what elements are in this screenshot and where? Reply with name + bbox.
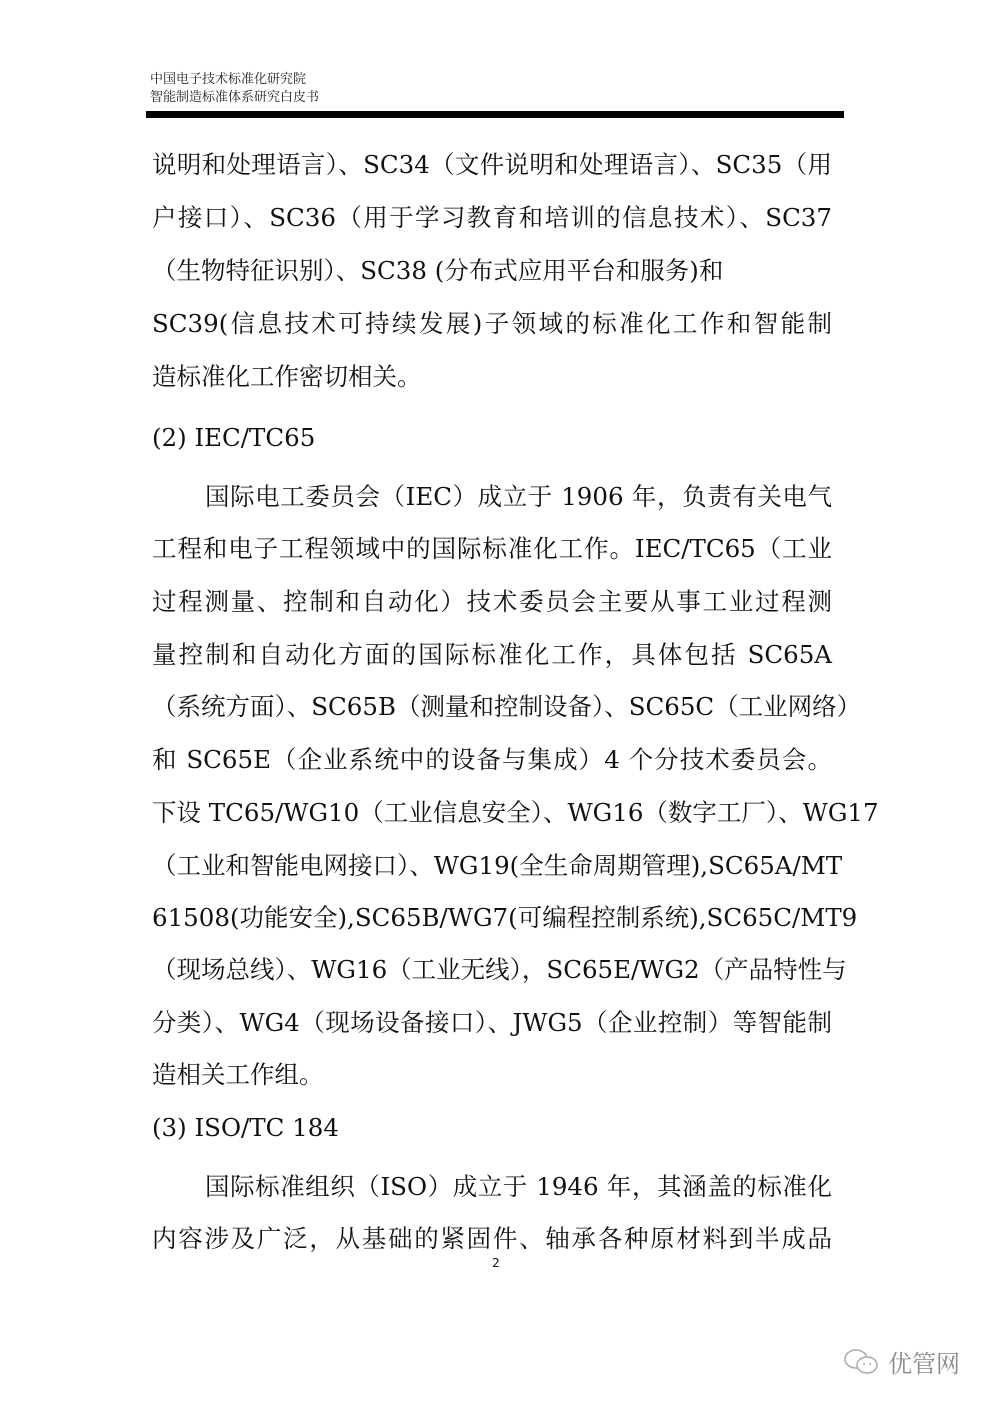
watermark	[842, 1344, 960, 1379]
text-line: 说明和处理语言）、SC34（文件说明和处理语言）、SC35（用	[152, 150, 832, 179]
text-line: 造相关工作组。	[152, 1060, 324, 1089]
section-heading: (2) IEC/TC65	[152, 423, 316, 452]
text-line: 过程测量、控制和自动化）技术委员会主要从事工业过程测	[152, 587, 832, 616]
section-heading: (3) ISO/TC 184	[152, 1113, 339, 1142]
text-line: 下设 TC65/WG10（工业信息安全）、WG16（数字工厂）、WG17	[152, 798, 879, 827]
header-organization: 中国电子技术标准化研究院	[150, 72, 307, 87]
text-line: （生物特征识别）、SC38 (分布式应用平台和服务)和	[152, 256, 724, 285]
text-line: 工程和电子工程领域中的国际标准化工作。IEC/TC65（工业	[152, 534, 832, 563]
header-divider	[146, 111, 844, 118]
text-line: 和 SC65E（企业系统中的设备与集成）4 个分技术委员会。	[152, 745, 832, 774]
text-line: SC39(信息技术可持续发展)子领域的标准化工作和智能制	[152, 309, 832, 338]
text-line: （工业和智能电网接口）、WG19(全生命周期管理),SC65A/MT	[152, 851, 843, 880]
text-line: 内容涉及广泛，从基础的紧固件、轴承各种原材料到半成品	[152, 1224, 832, 1253]
page-number: 2	[492, 1256, 500, 1270]
text-line: 造标准化工作密切相关。	[152, 362, 422, 391]
wechat-icon	[842, 1347, 882, 1377]
text-line: （系统方面）、SC65B（测量和控制设备）、SC65C（工业网络）	[152, 692, 862, 721]
text-line: 分类）、WG4（现场设备接口）、JWG5（企业控制）等智能制	[152, 1008, 832, 1037]
text-line: 61508(功能安全),SC65B/WG7(可编程控制系统),SC65C/MT9	[152, 903, 858, 932]
watermark-text: 优管网	[888, 1350, 960, 1378]
text-line: （现场总线）、WG16（工业无线），SC65E/WG2（产品特性与	[152, 955, 847, 984]
header-document-title: 智能制造标准体系研究白皮书	[150, 90, 320, 105]
text-line: 国际标准组织（ISO）成立于 1946 年，其涵盖的标准化	[205, 1172, 832, 1201]
text-line: 量控制和自动化方面的国际标准化工作，具体包括 SC65A	[152, 640, 832, 669]
text-line: 户接口）、SC36（用于学习教育和培训的信息技术）、SC37	[152, 203, 832, 232]
text-line: 国际电工委员会（IEC）成立于 1906 年，负责有关电气	[205, 482, 832, 511]
